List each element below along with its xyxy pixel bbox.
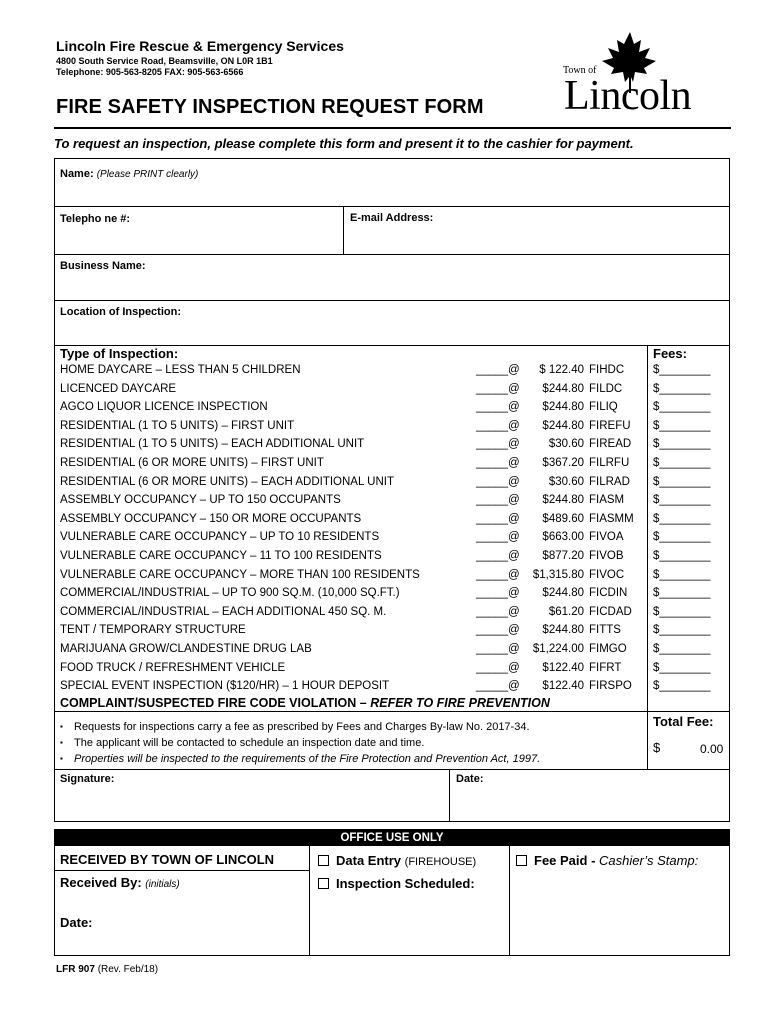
telephone-field[interactable]: Telepho ne #: [60,213,131,225]
quantity-blank[interactable]: _____@ [476,382,520,395]
fee-blank[interactable]: $________ [653,382,711,395]
inspection-name: HOME DAYCARE – LESS THAN 5 CHILDREN [60,364,301,376]
inspection-price: $30.60 [548,475,584,488]
organization-name: Lincoln Fire Rescue & Emergency Services [56,38,344,54]
inspection-code: FILRFU [589,457,630,469]
inspection-price: $244.80 [542,624,584,637]
quantity-blank[interactable]: _____@ [476,438,520,451]
inspection-code: FICDAD [589,605,632,618]
fee-blank[interactable]: $________ [653,531,711,544]
inspection-code: FIVOC [589,568,625,581]
cashier-stamp-label: Cashier’s Stamp: [599,853,699,868]
total-fee-label: Total Fee: [653,714,714,729]
location-field[interactable]: Location of Inspection: [60,306,181,318]
inspection-name: VULNERABLE CARE OCCUPANCY – 11 TO 100 RESIDENTS [60,550,382,562]
name-label: Name: [60,168,94,180]
quantity-blank[interactable]: _____@ [476,419,520,432]
inspection-row[interactable] [0,494,770,512]
quantity-blank[interactable]: _____@ [476,475,520,488]
fee-paid-checkbox[interactable] [516,853,698,868]
inspection-row[interactable] [0,513,770,531]
type-of-inspection-heading: Type of Inspection: [60,346,179,361]
inspection-name: RESIDENTIAL (6 OR MORE UNITS) – EACH ADDITIONAL UNIT [60,475,394,488]
fee-blank[interactable]: $________ [653,605,711,618]
checkbox-icon [318,878,329,889]
data-entry-hint: (FIREHOUSE) [404,856,477,868]
inspection-name: TENT / TEMPORARY STRUCTURE [60,624,246,637]
quantity-blank[interactable]: _____@ [476,680,520,693]
inspection-price: $244.80 [542,587,584,600]
received-by-label: Received By: [60,875,142,890]
fee-paid-separator: - [587,853,600,868]
inspection-price: $877.20 [542,550,584,562]
complaint-refer: REFER TO FIRE PREVENTION [370,696,550,710]
office-divider-1 [309,846,310,956]
inspection-row[interactable] [0,476,770,494]
town-logo [560,30,735,122]
fee-blank[interactable]: $________ [653,568,711,581]
quantity-blank[interactable]: _____@ [476,643,520,655]
inspection-price: $244.80 [542,494,584,507]
inspection-row[interactable] [0,364,770,382]
fee-blank[interactable]: $________ [653,512,711,525]
received-by-hint: (initials) [145,879,180,890]
form-revision: (Rev. Feb/18) [97,964,159,975]
inspection-price: $122.40 [542,680,584,693]
data-entry-checkbox[interactable] [318,853,476,868]
organization-telephone: Telephone: 905-563-8205 FAX: 905-563-6566 [56,67,244,77]
inspection-name: FOOD TRUCK / REFRESHMENT VEHICLE [60,661,286,674]
divider-signature-date [449,769,450,822]
fee-blank[interactable]: $________ [653,680,711,693]
inspection-name: AGCO LIQUOR LICENCE INSPECTION [60,401,268,414]
inspection-code: FIHDC [589,364,625,376]
inspection-price: $367.20 [542,457,584,469]
office-rule [54,870,309,871]
name-field[interactable] [60,168,198,180]
inspection-code: FIASMM [589,512,634,525]
notes-list [60,719,540,767]
received-by-town: RECEIVED BY TOWN OF LINCOLN [60,852,275,867]
received-by-field[interactable] [60,875,180,890]
inspection-name: LICENCED DAYCARE [60,382,177,395]
inspection-code: FIREAD [589,438,632,451]
divider-tel-email [343,206,344,254]
divider-complaint [54,711,730,712]
inspection-code: FILIQ [589,401,618,414]
inspection-code: FIRSPO [589,680,632,693]
office-use-box [54,829,730,956]
inspection-price: $489.60 [542,512,584,525]
quantity-blank[interactable]: _____@ [476,494,520,507]
inspection-name: ASSEMBLY OCCUPANCY – UP TO 150 OCCUPANTS [60,494,341,507]
divider-name [54,206,730,207]
form-code: LFR 907 [56,964,95,975]
logo-lincoln: Lincoln [564,73,692,119]
inspection-row[interactable] [0,662,770,680]
inspection-scheduled-checkbox[interactable] [318,876,475,891]
inspection-price: $1,224.00 [532,643,584,655]
complaint-notice [60,696,550,710]
inspection-name: COMMERCIAL/INDUSTRIAL – UP TO 900 SQ.M. (10,000 SQ.FT.) [60,587,400,600]
signature-field[interactable]: Signature: [60,773,115,785]
divider-tel [54,254,730,255]
quantity-blank[interactable]: _____@ [476,661,520,674]
divider-signature [54,769,730,770]
title-divider [54,127,731,129]
inspection-code: FITTS [589,624,621,637]
fee-blank[interactable]: $________ [653,494,711,507]
quantity-blank[interactable]: _____@ [476,587,520,600]
fee-blank[interactable]: $________ [653,550,711,562]
name-hint: (Please PRINT clearly) [96,169,199,180]
inspection-code: FILDC [589,382,623,395]
office-divider-2 [509,846,510,956]
inspection-row[interactable] [0,643,770,661]
data-entry-label: Data Entry [336,853,402,868]
bullet-icon: ▪ [60,722,63,731]
inspection-row[interactable] [0,606,770,624]
logo-town-of: Town of [563,65,597,76]
fee-blank[interactable]: $________ [653,457,711,469]
fee-blank[interactable]: $________ [653,587,711,600]
instructions: To request an inspection, please complete this form and present it to the cashier for payment. [54,136,634,151]
bullet-icon: ▪ [60,754,63,763]
signature-date-field[interactable]: Date: [456,773,484,785]
form-title: FIRE SAFETY INSPECTION REQUEST FORM [56,96,484,118]
form-footer [56,964,158,975]
office-use-title: OFFICE USE ONLY [55,830,729,846]
fee-blank[interactable]: $________ [653,643,711,655]
inspection-code: FIVOB [589,550,624,562]
inspection-name: RESIDENTIAL (1 TO 5 UNITS) – FIRST UNIT [60,419,295,432]
inspection-row[interactable] [0,624,770,642]
inspection-code: FIFRT [589,661,622,674]
fees-heading: Fees: [653,346,687,361]
note-item: ▪ The applicant will be contacted to schedule an inspection date and time. [60,737,425,749]
inspection-price: $244.80 [542,419,584,432]
fee-blank[interactable]: $________ [653,401,711,414]
inspection-name: MARIJUANA GROW/CLANDESTINE DRUG LAB [60,643,312,655]
inspection-row[interactable] [0,401,770,419]
inspection-price: $663.00 [542,531,584,544]
inspection-row[interactable] [0,587,770,605]
inspection-price: $122.40 [542,661,584,674]
fee-blank[interactable]: $________ [653,661,711,674]
inspection-row[interactable] [0,531,770,549]
inspection-code: FIASM [589,494,625,507]
divider-business [54,300,730,301]
fee-paid-label: Fee Paid [534,853,588,868]
inspection-row[interactable] [0,569,770,587]
organization-address: 4800 South Service Road, Beamsville, ON L0R 1B1 [56,56,273,66]
inspection-price: $1,315.80 [532,568,584,581]
quantity-blank[interactable]: _____@ [476,605,520,618]
inspection-price: $244.80 [542,401,584,414]
inspection-row[interactable] [0,420,770,438]
inspection-code: FICDIN [589,587,628,600]
total-fee-amount[interactable]: 0.00 [700,742,724,756]
quantity-blank[interactable]: _____@ [476,531,520,544]
inspection-row[interactable] [0,383,770,401]
email-field[interactable]: E-mail Address: [350,212,434,224]
inspection-name: VULNERABLE CARE OCCUPANCY – UP TO 10 RESIDENTS [60,531,380,544]
inspection-price: $244.80 [542,382,584,395]
inspection-code: FIVOA [589,531,624,544]
inspection-name: RESIDENTIAL (1 TO 5 UNITS) – EACH ADDITIONAL UNIT [60,438,365,451]
quantity-blank[interactable]: _____@ [476,401,520,414]
inspection-price: $ 122.40 [539,364,584,376]
fee-blank[interactable]: $________ [653,419,711,432]
inspection-name: RESIDENTIAL (6 OR MORE UNITS) – FIRST UNIT [60,457,324,469]
inspection-row[interactable] [0,457,770,475]
quantity-blank[interactable]: _____@ [476,364,520,376]
inspection-code: FILRAD [589,475,630,488]
inspection-name: ASSEMBLY OCCUPANCY – 150 OR MORE OCCUPANTS [60,512,362,525]
inspection-name: SPECIAL EVENT INSPECTION ($120/HR) – 1 HOUR DEPOSIT [60,680,390,693]
inspection-code: FIMGO [589,643,627,655]
total-fee-currency: $ [653,740,661,755]
inspection-row[interactable] [0,438,770,456]
checkbox-icon [516,855,527,866]
fee-blank[interactable]: $________ [653,438,711,451]
checkbox-icon [318,855,329,866]
bullet-icon: ▪ [60,738,63,747]
quantity-blank[interactable]: _____@ [476,550,520,562]
inspection-name: COMMERCIAL/INDUSTRIAL – EACH ADDITIONAL 450 SQ. M. [60,605,387,618]
note-item: ▪ Properties will be inspected to the requirements of the Fire Protection and Prevention Act, 1997. [60,753,541,765]
quantity-blank[interactable]: _____@ [476,512,520,525]
complaint-text: COMPLAINT/SUSPECTED FIRE CODE VIOLATION – [60,696,371,710]
inspection-price: $30.60 [548,438,584,451]
inspection-row[interactable] [0,550,770,568]
quantity-blank[interactable]: _____@ [476,568,520,581]
inspection-name: VULNERABLE CARE OCCUPANCY – MORE THAN 100 RESIDENTS [60,568,420,581]
note-item: ▪ Requests for inspections carry a fee as prescribed by Fees and Charges By-law No. 2017-34. [60,721,530,733]
quantity-blank[interactable]: _____@ [476,457,520,469]
quantity-blank[interactable]: _____@ [476,624,520,637]
office-date-field[interactable]: Date: [60,915,93,930]
fee-blank[interactable]: $________ [653,364,711,376]
fee-blank[interactable]: $________ [653,624,711,637]
business-name-field[interactable]: Business Name: [60,260,146,272]
inspection-code: FIREFU [589,419,631,432]
fee-blank[interactable]: $________ [653,475,711,488]
inspection-price: $61.20 [548,605,584,618]
inspection-scheduled-label: Inspection Scheduled: [336,876,475,891]
